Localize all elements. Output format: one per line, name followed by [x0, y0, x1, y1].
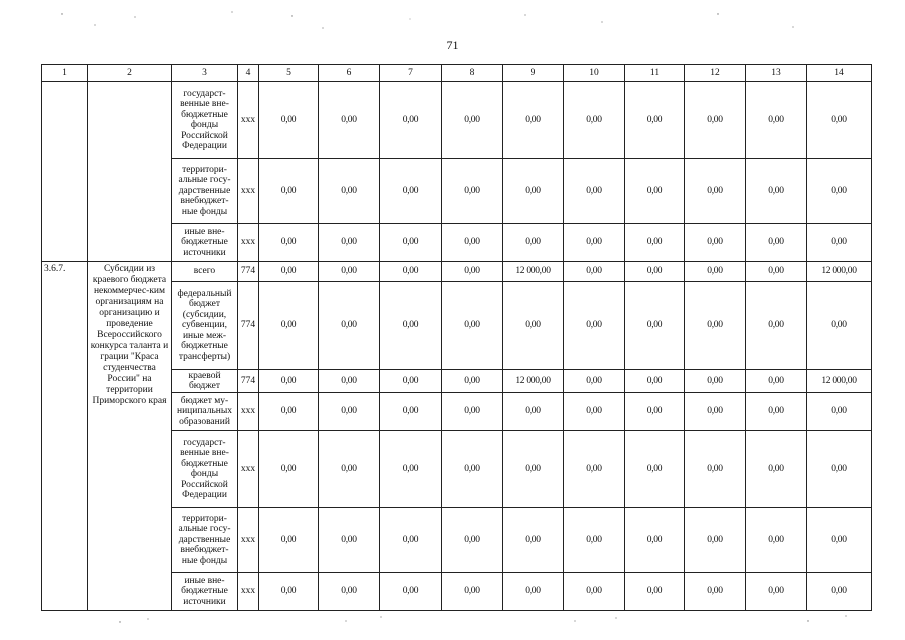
item-number: [42, 82, 88, 262]
amount-cell: 0,00: [807, 431, 872, 508]
amount-cell: 0,00: [685, 431, 746, 508]
amount-cell: 0,00: [380, 224, 442, 262]
amount-cell: 0,00: [442, 82, 503, 159]
amount-cell: 0,00: [319, 573, 380, 611]
amount-cell: 0,00: [685, 393, 746, 431]
amount-cell: 0,00: [259, 262, 319, 282]
column-number: 5: [259, 65, 319, 82]
amount-cell: 0,00: [319, 393, 380, 431]
table-row: [42, 82, 872, 159]
funding-source: государст-венные вне-бюджетные фонды Российской Федерации: [172, 431, 238, 508]
amount-cell: 0,00: [564, 393, 625, 431]
funding-source: всего: [172, 262, 238, 282]
budget-table: [41, 64, 872, 611]
amount-cell: 0,00: [685, 282, 746, 370]
funding-source: краевой бюджет: [172, 370, 238, 393]
amount-cell: 0,00: [259, 508, 319, 573]
amount-cell: 12 000,00: [503, 262, 564, 282]
amount-cell: 0,00: [503, 82, 564, 159]
amount-cell: 0,00: [564, 573, 625, 611]
column-number: 7: [380, 65, 442, 82]
amount-cell: 12 000,00: [503, 370, 564, 393]
amount-cell: 0,00: [685, 82, 746, 159]
table-row: [42, 262, 872, 282]
amount-cell: 0,00: [625, 508, 685, 573]
amount-cell: 0,00: [746, 82, 807, 159]
amount-cell: 0,00: [259, 224, 319, 262]
budget-code: ххх: [238, 393, 259, 431]
amount-cell: 0,00: [319, 370, 380, 393]
amount-cell: 0,00: [503, 224, 564, 262]
amount-cell: 0,00: [746, 431, 807, 508]
amount-cell: 0,00: [319, 508, 380, 573]
column-number: 6: [319, 65, 380, 82]
amount-cell: 0,00: [807, 159, 872, 224]
amount-cell: 0,00: [442, 573, 503, 611]
budget-code: ххх: [238, 224, 259, 262]
amount-cell: 0,00: [625, 262, 685, 282]
budget-code: ххх: [238, 508, 259, 573]
amount-cell: 0,00: [564, 508, 625, 573]
amount-cell: 0,00: [319, 262, 380, 282]
amount-cell: 0,00: [685, 508, 746, 573]
amount-cell: 0,00: [625, 370, 685, 393]
amount-cell: 0,00: [319, 282, 380, 370]
amount-cell: 0,00: [380, 82, 442, 159]
amount-cell: 0,00: [442, 159, 503, 224]
amount-cell: 0,00: [564, 262, 625, 282]
amount-cell: 0,00: [442, 508, 503, 573]
budget-code: 774: [238, 262, 259, 282]
amount-cell: 0,00: [442, 224, 503, 262]
amount-cell: 0,00: [807, 508, 872, 573]
column-number: 13: [746, 65, 807, 82]
amount-cell: 0,00: [685, 159, 746, 224]
amount-cell: 0,00: [746, 370, 807, 393]
item-number: 3.6.7.: [42, 262, 88, 611]
amount-cell: 0,00: [380, 393, 442, 431]
item-name: [88, 82, 172, 262]
amount-cell: 0,00: [564, 431, 625, 508]
amount-cell: 0,00: [380, 159, 442, 224]
amount-cell: 0,00: [503, 159, 564, 224]
amount-cell: 0,00: [564, 82, 625, 159]
amount-cell: 0,00: [625, 224, 685, 262]
amount-cell: 0,00: [259, 431, 319, 508]
amount-cell: 0,00: [259, 159, 319, 224]
amount-cell: 0,00: [685, 224, 746, 262]
funding-source: иные вне-бюджетные источники: [172, 224, 238, 262]
amount-cell: 0,00: [503, 573, 564, 611]
item-name: Субсидии из краевого бюджета некоммерчес-ким организациям на организацию и проведение Всероссийского конкурса таланта и грации "Краса студенчества России" на территории Приморского края: [88, 262, 172, 611]
amount-cell: 0,00: [685, 370, 746, 393]
amount-cell: 0,00: [380, 431, 442, 508]
amount-cell: 0,00: [503, 431, 564, 508]
amount-cell: 0,00: [625, 573, 685, 611]
amount-cell: 12 000,00: [807, 370, 872, 393]
amount-cell: 0,00: [625, 393, 685, 431]
amount-cell: 0,00: [625, 82, 685, 159]
amount-cell: 0,00: [442, 370, 503, 393]
amount-cell: 0,00: [807, 393, 872, 431]
page-number: 71: [446, 38, 459, 52]
amount-cell: 0,00: [746, 282, 807, 370]
amount-cell: 0,00: [380, 262, 442, 282]
amount-cell: 0,00: [503, 393, 564, 431]
amount-cell: 0,00: [380, 370, 442, 393]
funding-source: государст-венные вне-бюджетные фонды Российской Федерации: [172, 82, 238, 159]
column-number: 1: [42, 65, 88, 82]
amount-cell: 0,00: [564, 159, 625, 224]
amount-cell: 0,00: [746, 573, 807, 611]
amount-cell: 0,00: [625, 282, 685, 370]
budget-code: ххх: [238, 431, 259, 508]
amount-cell: 0,00: [380, 573, 442, 611]
budget-code: ххх: [238, 159, 259, 224]
amount-cell: 0,00: [564, 224, 625, 262]
budget-code: 774: [238, 282, 259, 370]
amount-cell: 12 000,00: [807, 262, 872, 282]
amount-cell: 0,00: [746, 508, 807, 573]
funding-source: федеральный бюджет (субсидии, субвенции, иные меж-бюджетные трансферты): [172, 282, 238, 370]
budget-code: ххх: [238, 573, 259, 611]
amount-cell: 0,00: [807, 573, 872, 611]
funding-source: территори-альные госу-дарственные внебюджет-ные фонды: [172, 159, 238, 224]
amount-cell: 0,00: [503, 508, 564, 573]
amount-cell: 0,00: [746, 224, 807, 262]
amount-cell: 0,00: [259, 82, 319, 159]
column-number: 4: [238, 65, 259, 82]
funding-source: бюджет му-ниципальных образований: [172, 393, 238, 431]
column-number: 9: [503, 65, 564, 82]
amount-cell: 0,00: [319, 82, 380, 159]
amount-cell: 0,00: [746, 262, 807, 282]
column-number: 14: [807, 65, 872, 82]
amount-cell: 0,00: [807, 224, 872, 262]
amount-cell: 0,00: [442, 262, 503, 282]
amount-cell: 0,00: [807, 82, 872, 159]
amount-cell: 0,00: [746, 393, 807, 431]
column-number: 12: [685, 65, 746, 82]
column-number: 8: [442, 65, 503, 82]
amount-cell: 0,00: [380, 508, 442, 573]
amount-cell: 0,00: [807, 282, 872, 370]
amount-cell: 0,00: [685, 573, 746, 611]
amount-cell: 0,00: [442, 393, 503, 431]
amount-cell: 0,00: [259, 573, 319, 611]
amount-cell: 0,00: [259, 370, 319, 393]
amount-cell: 0,00: [625, 431, 685, 508]
amount-cell: 0,00: [503, 282, 564, 370]
amount-cell: 0,00: [442, 282, 503, 370]
amount-cell: 0,00: [685, 262, 746, 282]
amount-cell: 0,00: [746, 159, 807, 224]
budget-code: 774: [238, 370, 259, 393]
amount-cell: 0,00: [564, 370, 625, 393]
column-number: 11: [625, 65, 685, 82]
column-number: 3: [172, 65, 238, 82]
amount-cell: 0,00: [319, 431, 380, 508]
amount-cell: 0,00: [380, 282, 442, 370]
amount-cell: 0,00: [319, 159, 380, 224]
budget-code: ххх: [238, 82, 259, 159]
amount-cell: 0,00: [259, 393, 319, 431]
amount-cell: 0,00: [259, 282, 319, 370]
amount-cell: 0,00: [442, 431, 503, 508]
header-row: [42, 65, 872, 82]
funding-source: территори-альные госу-дарственные внебюджет-ные фонды: [172, 508, 238, 573]
column-number: 10: [564, 65, 625, 82]
amount-cell: 0,00: [625, 159, 685, 224]
column-number: 2: [88, 65, 172, 82]
funding-source: иные вне-бюджетные источники: [172, 573, 238, 611]
amount-cell: 0,00: [564, 282, 625, 370]
amount-cell: 0,00: [319, 224, 380, 262]
